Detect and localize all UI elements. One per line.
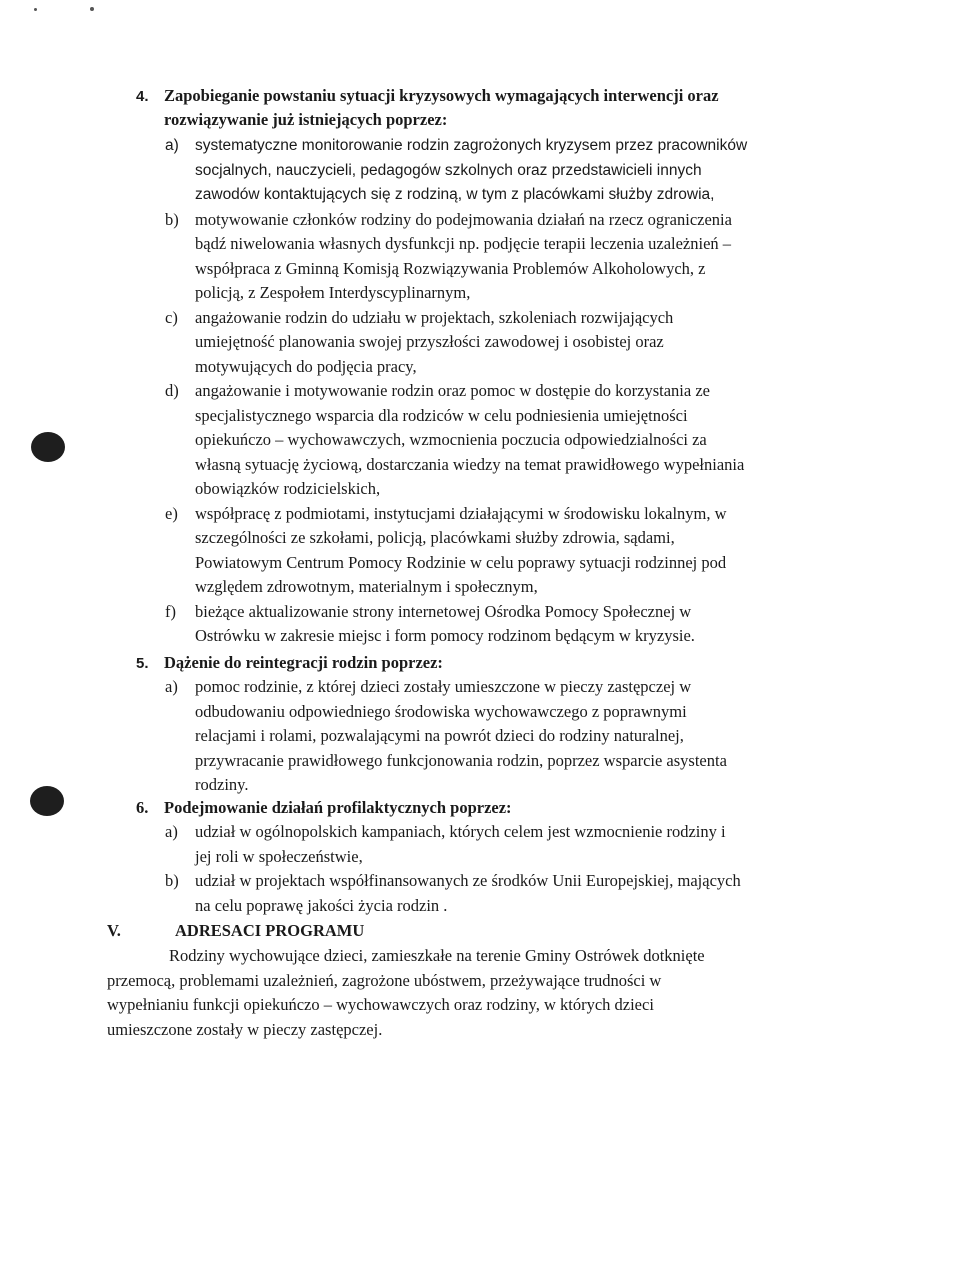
list-item (165, 820, 845, 869)
section-title: Podejmowanie działań profilaktycznych poprzez: (164, 798, 512, 817)
paragraph-line: Rodziny wychowujące dzieci, zamieszkałe na terenie Gminy Ostrówek dotknięte (169, 946, 705, 965)
section-6-heading (136, 796, 836, 821)
list-item-line: przywracanie prawidłowego funkcjonowania rodzin, poprzez wsparcie asystenta (195, 750, 727, 770)
list-item-marker: e) (165, 503, 178, 523)
list-item (165, 306, 845, 380)
section-title: Dążenie do reintegracji rodzin poprzez: (164, 653, 443, 672)
list-item-line: jej roli w społeczeństwie, (195, 846, 363, 866)
section-5-heading (136, 651, 836, 677)
paragraph-line: przemocą, problemami uzależnień, zagrożone ubóstwem, przeżywające trudności w (107, 970, 662, 990)
list-item (165, 869, 845, 918)
list-item-line: specjalistycznego wsparcia dla rodziców w celu podniesienia umiejętności (195, 405, 688, 425)
list-item-line: pomoc rodzinie, z której dzieci zostały umieszczone w pieczy zastępczej w (195, 677, 692, 696)
list-item-line: Powiatowym Centrum Pomocy Rodzinie w celu poprawy sytuacji rodzinnej pod (195, 552, 727, 572)
list-item-line: udział w projektach współfinansowanych ze środków Unii Europejskiej, mających (195, 871, 741, 890)
list-item (165, 134, 845, 208)
paragraph-line: wypełnianiu funkcji opiekuńczo – wychowawczych oraz rodziny, w których dzieci (107, 995, 654, 1014)
list-item-line: motywujących do podjęcia pracy, (195, 356, 417, 376)
list-item (165, 208, 845, 306)
section-title-cont: rozwiązywanie już istniejących poprzez: (164, 110, 448, 129)
list-item-line: angażowanie rodzin do udziału w projektach, szkoleniach rozwijających (195, 307, 674, 327)
list-item-line: zawodów kontaktujących się z rodziną, w tym z placówkami służby zdrowia, (195, 186, 715, 203)
list-item-line: na celu poprawę jakości życia rodzin . (195, 895, 448, 915)
list-item-marker: d) (165, 381, 179, 400)
roman-numeral: V. (107, 921, 121, 940)
section-number: 6. (136, 798, 149, 817)
list-item (165, 379, 845, 502)
list-item-line: systematyczne monitorowanie rodzin zagrożonych kryzysem przez pracowników (195, 137, 748, 154)
list-item-line: współpraca z Gminną Komisją Rozwiązywania Problemów Alkoholowych, z (195, 258, 706, 278)
list-item-marker: a) (165, 677, 178, 696)
addressees-paragraph (107, 944, 847, 1042)
section-title: ADRESACI PROGRAMU (175, 921, 365, 940)
section-number: 5. (136, 655, 149, 672)
list-item-line: Ostrówku w zakresie miejsc i form pomocy rodzinom będącym w kryzysie. (195, 626, 695, 645)
list-item-line: bieżące aktualizowanie strony internetowej Ośrodka Pomocy Społecznej w (195, 601, 692, 621)
section-number: 4. (136, 88, 149, 105)
section-4-heading-cont (164, 108, 864, 133)
section-V-heading (107, 919, 827, 944)
list-item-line: względem zdrowotnym, materialnym i społecznym, (195, 577, 538, 596)
section-title: Zapobieganie powstaniu sytuacji kryzysowych wymagających interwencji oraz (164, 86, 719, 105)
list-item-marker: b) (165, 871, 179, 890)
list-item-marker: a) (165, 137, 179, 154)
list-item-marker: f) (165, 601, 176, 621)
list-item-line: udział w ogólnopolskich kampaniach, których celem jest wzmocnienie rodziny i (195, 822, 726, 841)
list-item-line: umiejętność planowania swojej przyszłości zawodowej i osobistej oraz (195, 332, 664, 351)
list-item-line: policją, z Zespołem Interdyscyplinarnym, (195, 283, 471, 302)
list-item-line: relacjami i rolami, pozwalającymi na powrót dzieci do rodziny naturalnej, (195, 726, 684, 745)
list-item-line: odbudowaniu odpowiedniego środowiska wychowawczego z poprawnymi (195, 701, 687, 721)
list-item-line: szczególności ze szkołami, policją, placówkami służby zdrowia, sądami, (195, 528, 675, 547)
list-item-line: obowiązków rodzicielskich, (195, 479, 381, 498)
paragraph-line: umieszczone zostały w pieczy zastępczej. (107, 1019, 383, 1039)
list-item-line: motywowanie członków rodziny do podejmowania działań na rzecz ograniczenia (195, 209, 732, 229)
list-item (165, 600, 845, 649)
list-item (165, 675, 845, 798)
list-item-line: własną sytuację życiową, dostarczania wiedzy na temat prawidłowego wypełniania (195, 454, 745, 474)
list-item-marker: a) (165, 822, 178, 841)
list-item-line: angażowanie i motywowanie rodzin oraz pomoc w dostępie do korzystania ze (195, 381, 710, 400)
list-item-line: bądź niwelowania własnych dysfunkcji np. podjęcie terapii leczenia uzależnień – (195, 234, 732, 253)
list-item-line: socjalnych, nauczycieli, pedagogów szkolnych oraz przedstawicieli innych (195, 161, 702, 179)
list-item-line: opiekuńczo – wychowawczych, wzmocnienia poczucia odpowiedzialności za (195, 430, 707, 449)
list-item-marker: c) (165, 307, 178, 327)
section-4-heading (136, 84, 836, 110)
list-item (165, 502, 845, 600)
list-item-line: rodziny. (195, 775, 249, 794)
list-item-marker: b) (165, 209, 179, 229)
list-item-line: współpracę z podmiotami, instytucjami działającymi w środowisku lokalnym, w (195, 503, 727, 523)
